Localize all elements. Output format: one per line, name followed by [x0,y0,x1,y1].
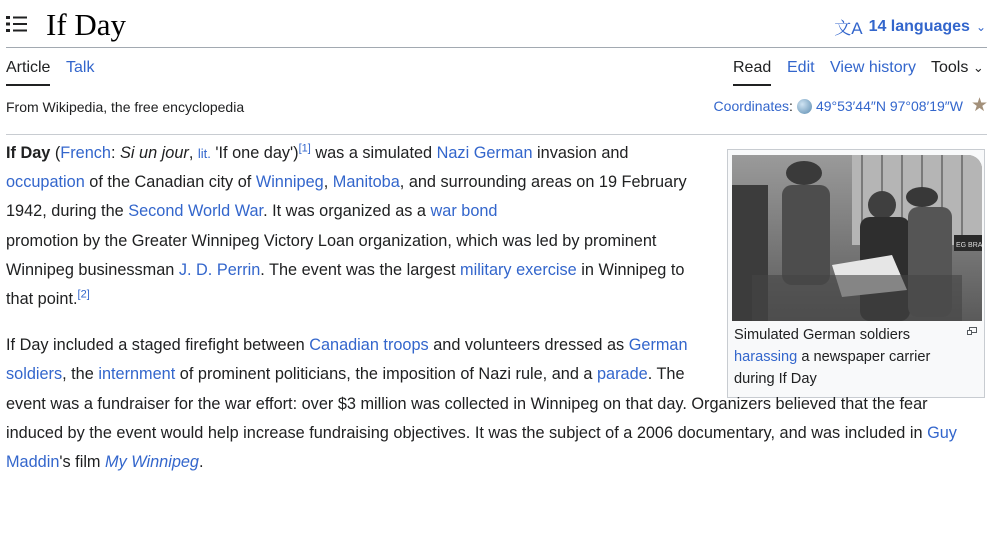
language-selector-button[interactable] [834,14,986,39]
french-link[interactable]: French [60,144,111,162]
tools-label: Tools [931,59,969,76]
text: . The event was a fundraiser for the war effort: over $3 million was collected in Winnipeg on that day. Organizers believed that the fear induced by the event would help increase fundraising objectives. It was the subject of a 2006 documentary, and was included in [6,365,928,442]
war-bond-link[interactable]: war bond [430,202,498,221]
lit-abbreviation-link[interactable]: lit. [197,146,211,161]
featured-star-icon: ★ [970,95,988,116]
text: invasion and [532,144,629,162]
text: in Winnipeg to that point. [6,260,685,309]
jd-perrin-link[interactable]: J. D. Perrin [178,260,261,279]
caption-text: Simulated German soldiers [734,327,911,343]
reference-2-link[interactable]: [2] [77,288,90,301]
text: , and surrounding areas on 19 February 1942, during the [6,173,687,221]
chevron-down-icon: ⌄ [975,19,986,34]
text: , [188,144,198,162]
tab-article[interactable]: Article [6,59,51,76]
globe-icon[interactable] [797,99,812,114]
chevron-down-icon: ⌄ [972,60,984,75]
canadian-troops-link[interactable]: Canadian troops [309,336,429,355]
text: promotion by the Greater Winnipeg Victory Loan organization, which was led by prominent Winnipeg businessman [6,231,657,279]
text: of prominent politicians, the imposition of Nazi rule, and a [175,365,597,384]
paragraph-intro [6,139,706,314]
coordinates [713,95,988,116]
tab-read[interactable]: Read [733,59,772,76]
svg-text:EG BRA: EG BRA [956,242,982,249]
text: . [199,453,204,472]
text: 'If one day') [210,144,299,162]
reference-1-link[interactable]: [1] [298,142,311,155]
tab-edit[interactable]: Edit [787,59,815,76]
text: , the [62,365,99,384]
tab-view-history[interactable]: View history [830,59,916,76]
tab-talk[interactable]: Talk [66,59,95,76]
text: and volunteers dressed as [428,336,629,355]
page-title: If Day [46,7,127,42]
site-tagline: From Wikipedia, the free encyclopedia [6,99,245,115]
text: . It was organized as a [263,202,431,221]
guy-maddin-link[interactable]: Guy Maddin [6,423,957,472]
article-body [6,139,966,477]
text: ( [50,144,61,162]
text: : [110,144,121,162]
article-term: If Day [6,144,51,162]
text: 's film [59,453,106,472]
coordinates-label-link[interactable]: Coordinates [713,98,790,114]
coordinates-colon: : [789,98,793,114]
tabs-divider [6,134,987,135]
second-world-war-link[interactable]: Second World War [128,202,264,221]
text: was a simulated [310,144,437,162]
winnipeg-link[interactable]: Winnipeg [255,173,324,192]
text: If Day included a staged firefight between [6,336,310,355]
manitoba-link[interactable]: Manitoba [332,173,400,192]
text: , [323,173,333,192]
si-un-jour-text: Si un jour [120,144,189,162]
paragraph-details [6,331,966,477]
text: . The event was the largest [260,260,461,279]
coordinates-value-link[interactable]: 49°53′44″N 97°08′19″W [815,98,963,114]
text: of the Canadian city of [84,173,256,192]
nazi-german-link[interactable]: Nazi German [436,144,533,162]
occupation-link[interactable]: occupation [6,173,85,192]
military-exercise-link[interactable]: military exercise [460,260,577,279]
page-header [0,0,1008,48]
tools-menu-button[interactable] [931,59,984,77]
german-soldiers-link[interactable]: German soldiers [6,336,688,384]
internment-link[interactable]: internment [98,365,176,384]
my-winnipeg-link[interactable]: My Winnipeg [105,453,199,472]
caption-text: a newspaper carrier during If Day [734,349,931,387]
translate-icon: 文A [834,19,863,38]
table-of-contents-icon[interactable] [6,14,28,34]
harassing-link[interactable]: harassing [734,349,798,365]
languages-label: 14 languages [868,17,970,35]
parade-link[interactable]: parade [597,365,648,384]
page-tabs [0,48,1008,86]
